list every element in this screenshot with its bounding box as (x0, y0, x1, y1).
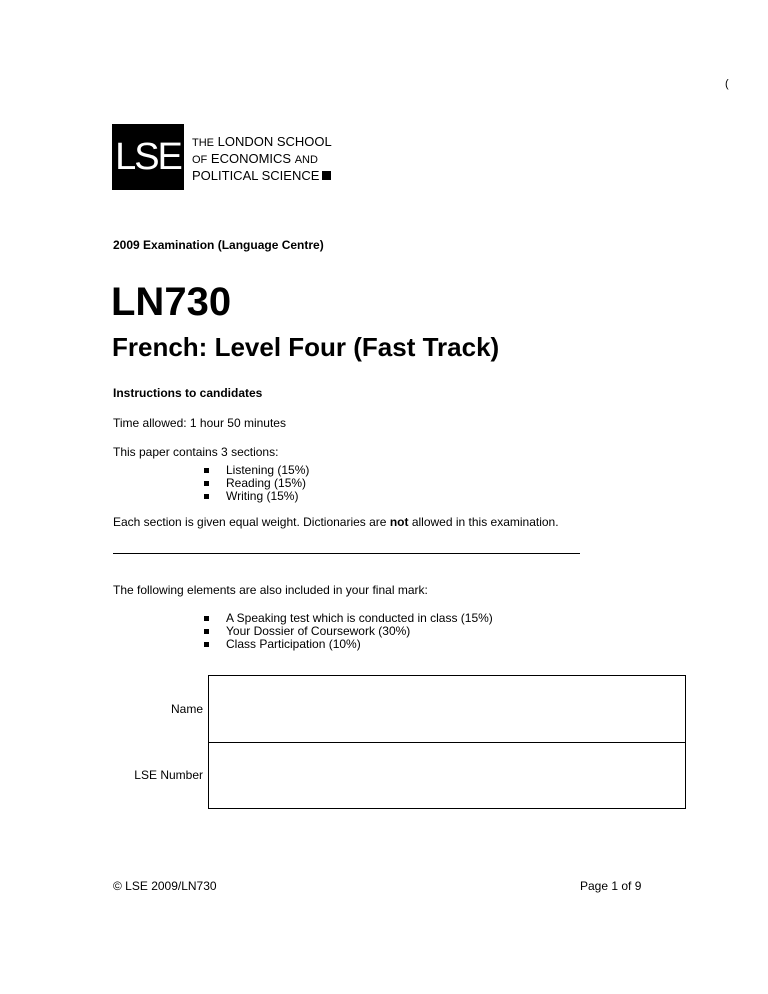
sections-list (200, 464, 309, 503)
time-allowed: Time allowed: 1 hour 50 minutes (113, 416, 286, 430)
list-item: Listening (15%) (200, 464, 309, 477)
name-label: Name (170, 702, 203, 716)
elements-list (200, 612, 493, 651)
footer-page-number: Page 1 of 9 (580, 879, 642, 893)
list-item: A Speaking test which is conducted in class (15%) (200, 612, 493, 625)
list-item: Class Participation (10%) (200, 638, 493, 651)
logo-line-3: POLITICAL SCIENCE (192, 168, 332, 184)
footer-copyright: © LSE 2009/LN730 (113, 879, 217, 893)
elements-intro: The following elements are also included in your final mark: (113, 583, 428, 597)
list-item: Reading (15%) (200, 477, 309, 490)
candidate-details-box (208, 675, 686, 809)
logo-square-icon (322, 171, 331, 180)
instructions-heading: Instructions to candidates (113, 386, 263, 400)
list-item: Your Dossier of Coursework (30%) (200, 625, 493, 638)
logo-line-1: THE LONDON SCHOOL (192, 134, 332, 149)
lse-number-field[interactable] (209, 743, 685, 808)
corner-mark: ( (725, 78, 729, 90)
sections-intro: This paper contains 3 sections: (113, 445, 279, 459)
logo-line-2: OF ECONOMICS AND (192, 151, 318, 166)
course-title: French: Level Four (Fast Track) (112, 332, 500, 362)
lse-number-label: LSE Number (134, 768, 203, 782)
list-item: Writing (15%) (200, 490, 309, 503)
course-code: LN730 (111, 280, 232, 324)
name-field[interactable] (209, 676, 685, 742)
lse-logo-mark: LSE (112, 124, 184, 190)
divider-rule (113, 553, 580, 554)
weight-note: Each section is given equal weight. Dictionaries are not allowed in this examination. (113, 515, 559, 529)
lse-logo-text (192, 134, 332, 184)
exam-label: 2009 Examination (Language Centre) (113, 238, 324, 252)
